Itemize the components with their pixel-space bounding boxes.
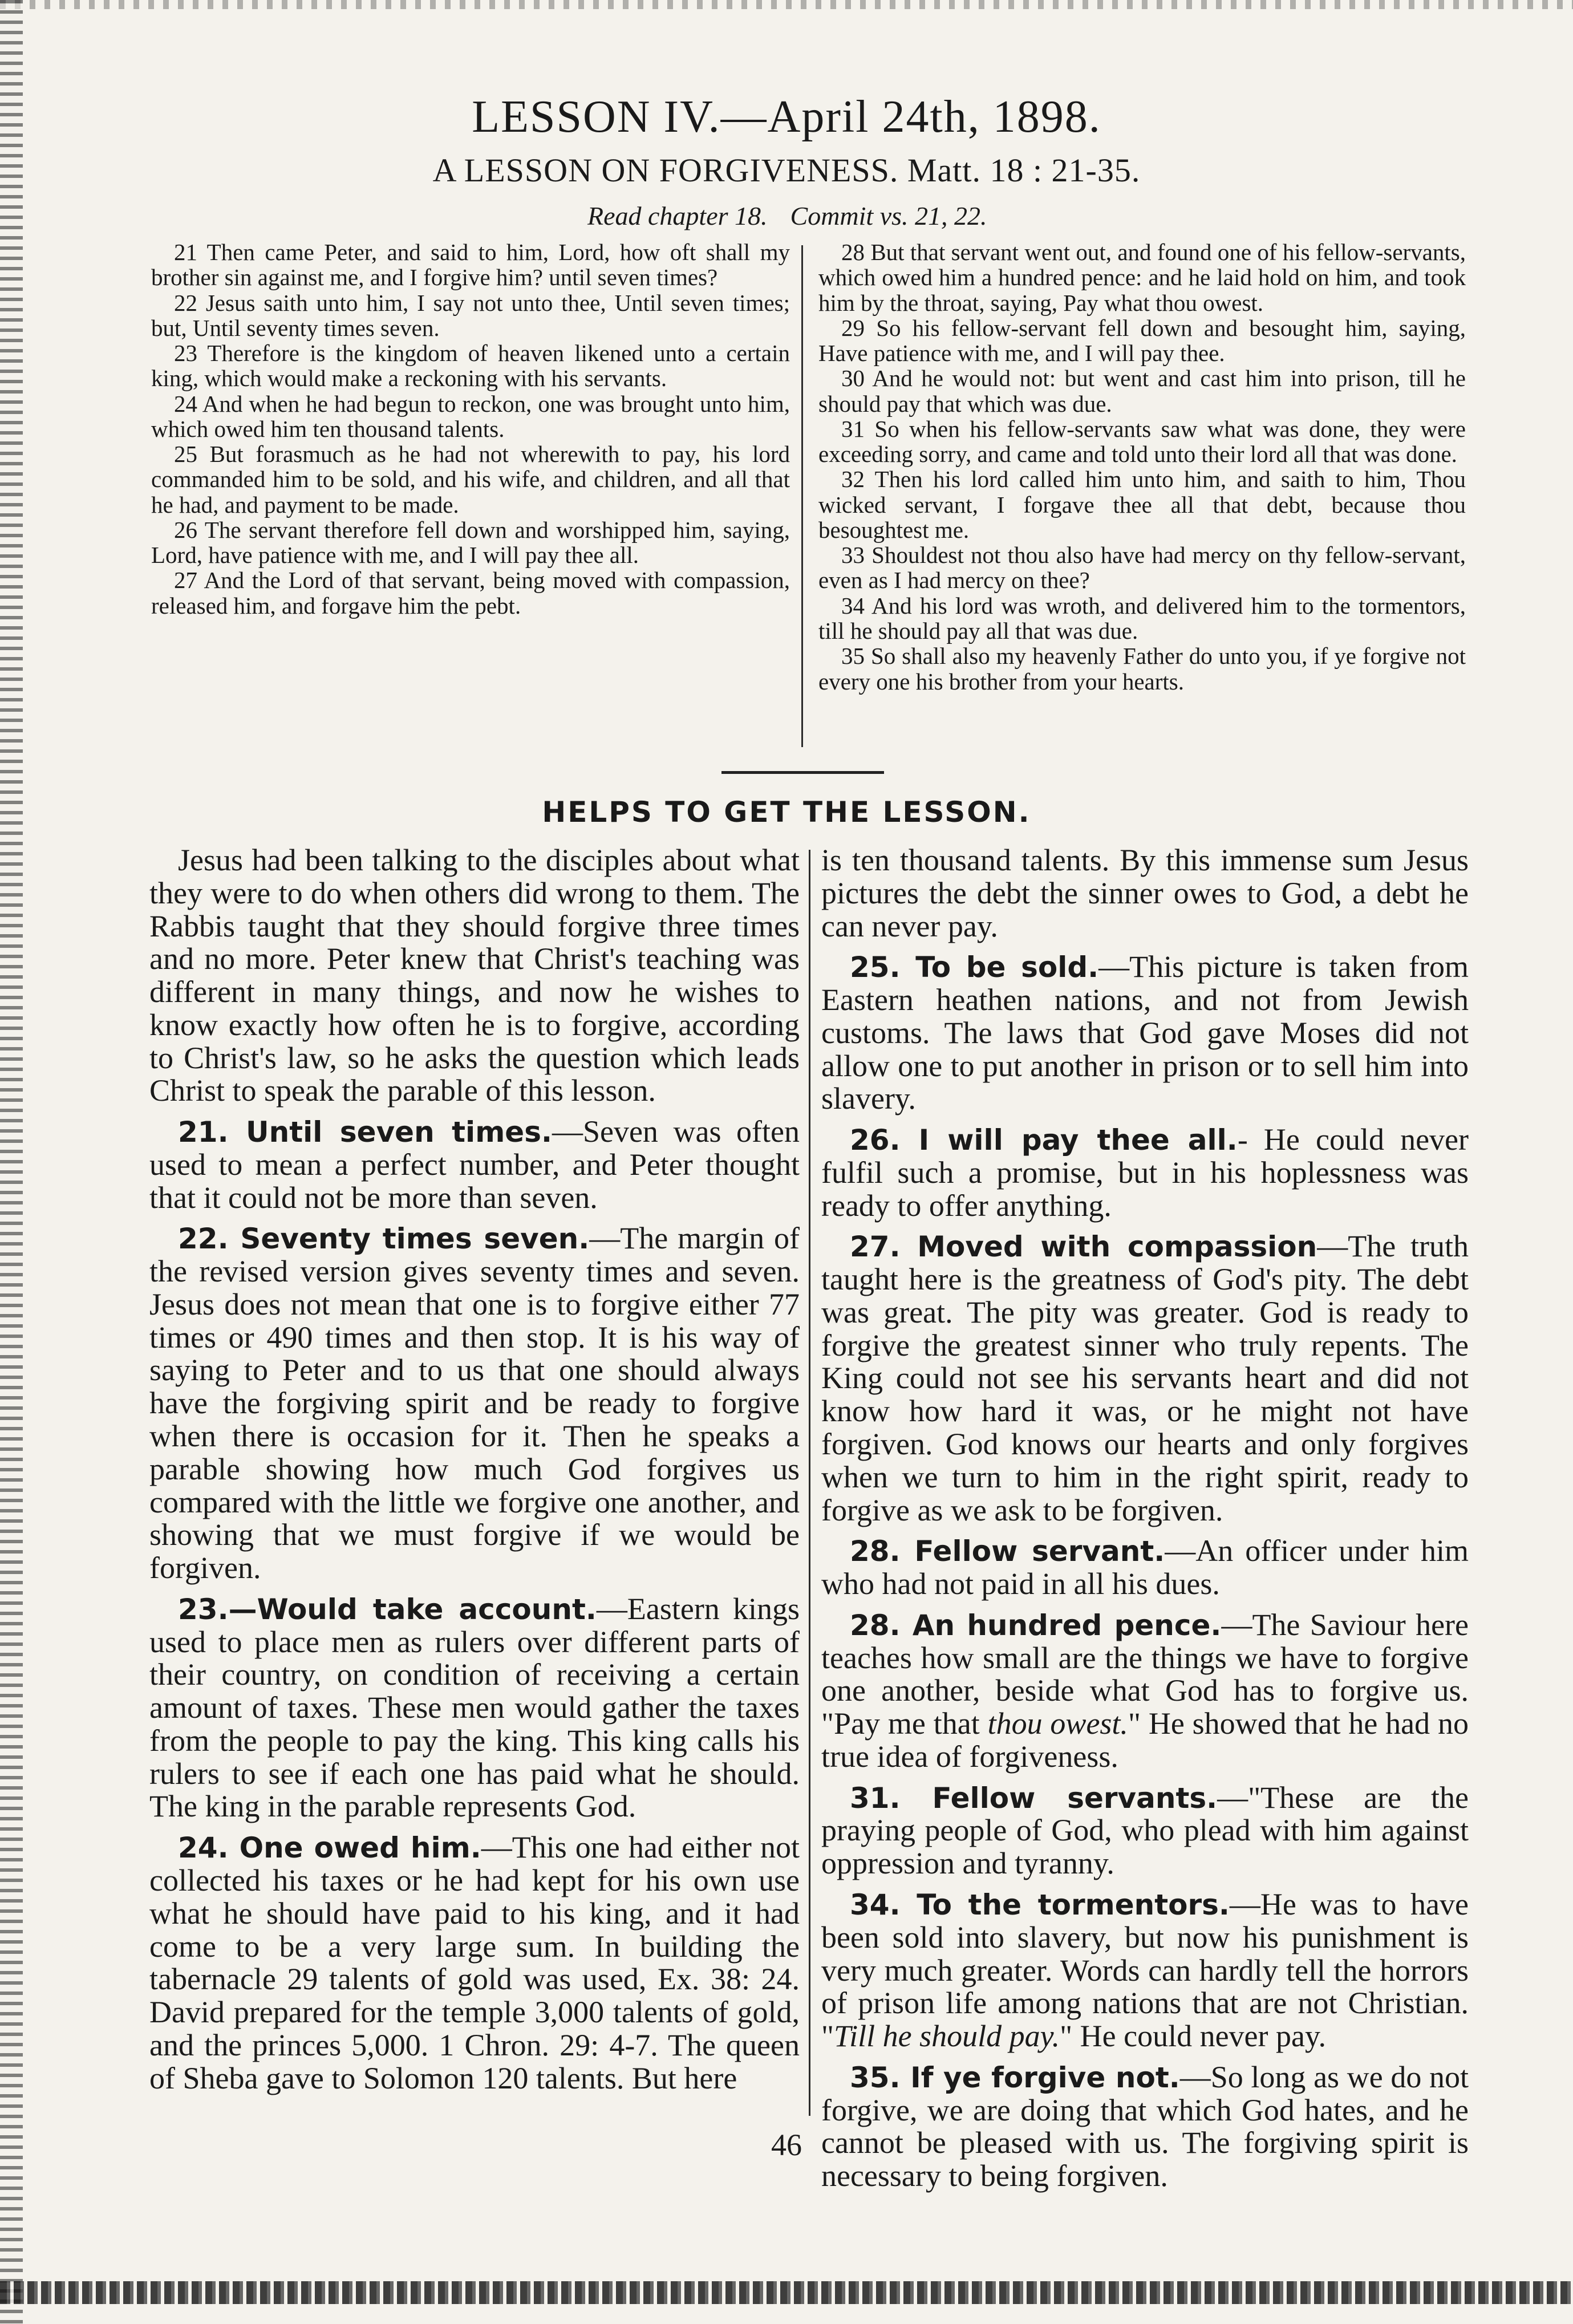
helps-column-divider [809, 850, 810, 2116]
note-31 [821, 1782, 1469, 1880]
scripture-column-left [151, 240, 790, 750]
note-34 [821, 1888, 1469, 2053]
helps-column-left [149, 844, 800, 2122]
note-text: —"These are the praying people of God, who plead with him against oppression and tyranny. [821, 1780, 1469, 1881]
verse: 32 Then his lord called him unto him, and saith to him, Thou wicked servant, I forgave thee all that debt, because thou besoughtest me. [818, 466, 1466, 543]
note-heading: 35. If ye forgive not. [850, 2061, 1180, 2094]
commit-verses: Commit vs. 21, 22. [790, 201, 987, 230]
verse: 21 Then came Peter, and said to him, Lord, how oft shall my brother sin against me, and I forgive him? until seven times? [151, 239, 790, 291]
note-heading: 34. To the tormentors. [850, 1888, 1230, 1921]
helps-heading: HELPS TO GET THE LESSON. [542, 796, 1031, 829]
section-rule [721, 771, 884, 774]
note-text: —The margin of the revised version gives seventy times and seven. Jesus does not mean that one is to forgive either 77 times or 490 times and then stop. It is his way of saying to Peter and to us that one should always have the forgiving spirit and be ready to forgive when there is occasion for it. Then he speaks a parable showing how much God forgives us compared with the little we forgive one another, and showing that we must forgive if we would be forgiven. [149, 1221, 800, 1585]
page-number: 46 [771, 2128, 802, 2162]
note-heading: 21. Until seven times. [178, 1116, 552, 1149]
verse: 27 And the Lord of that servant, being moved with compassion, released him, and forgave him the pebt. [151, 567, 790, 619]
note-text: " He could never pay. [1060, 2019, 1326, 2054]
note-text: —He was to have been sold into slavery, but now his punishment is very much greater. Words can hardly tell the horrors of prison life among nations that are not Christian. " [821, 1887, 1469, 2054]
scripture-column-divider [801, 245, 803, 747]
page-left-edge [0, 0, 23, 2324]
verse: 33 Shouldest not thou also have had mercy on thy fellow-servant, even as I had mercy on thee? [818, 542, 1466, 594]
note-text: - He could never fulfil such a promise, but in his hoplessness was ready to offer anything. [821, 1122, 1469, 1223]
verse: 30 And he would not: but went and cast him into prison, till he should pay that which was due. [818, 365, 1466, 417]
note-text: —The truth taught here is the greatness of God's pity. The debt was great. The pity was greater. God is ready to forgive the greatest sinner who truly repents. The King could not see his servants heart and did not know how hard it was, or he might not have forgiven. God knows our hearts and only forgives when we turn to him in the right spirit, ready to forgive as we ask to be forgiven. [821, 1229, 1469, 1527]
verse: 29 So his fellow-servant fell down and besought him, saying, Have patience with me, and I will pay thee. [818, 314, 1466, 367]
note-28-hundred-pence [821, 1609, 1469, 1774]
verse: 28 But that servant went out, and found one of his fellow-servants, which owed him a hundred pence: and he laid hold on him, and took him by the throat, saying, Pay what thou owest. [818, 239, 1466, 316]
verse: 25 But forasmuch as he had not wherewith to pay, his lord commanded him to be sold, and his wife, and children, and all that he had, and payment to be made. [151, 441, 790, 518]
note-heading: 24. One owed him. [178, 1831, 481, 1865]
verse: 34 And his lord was wroth, and delivered him to the tormentors, till he should pay all that was due. [818, 592, 1466, 644]
note-heading: 26. I will pay thee all. [850, 1124, 1238, 1157]
lesson-subtitle: A LESSON ON FORGIVENESS. Matt. 18 : 21-35. [432, 152, 1141, 189]
page-bottom-edge [0, 2281, 1573, 2304]
note-heading: 28. Fellow servant. [850, 1535, 1165, 1568]
note-22 [149, 1222, 800, 1584]
note-heading: 28. An hundred pence. [850, 1608, 1222, 1642]
note-text: —Eastern kings used to place men as rulers over different parts of their country, on condition of receiving a certain amount of taxes. These men would gather the taxes from the people to pay the king. This king calls his rulers to see if each one has paid what he should. The king in the parable represents God. [149, 1591, 800, 1824]
note-heading: 25. To be sold. [850, 951, 1099, 984]
note-25 [821, 951, 1469, 1116]
lesson-title: LESSON IV.—April 24th, 1898. [472, 92, 1101, 142]
verse: 23 Therefore is the kingdom of heaven likened unto a certain king, which would make a reckoning with his servants. [151, 340, 790, 392]
verse: 31 So when his fellow-servants saw what was done, they were exceeding sorry, and came and told unto their lord all that was done. [818, 415, 1466, 468]
note-24-continued: is ten thousand talents. By this immense sum Jesus pictures the debt the sinner owes to God, a debt he can never pay. [821, 843, 1469, 943]
read-chapter: Read chapter 18. [587, 201, 768, 230]
note-heading: 23.—Would take account. [178, 1592, 597, 1626]
note-text: —The Saviour here teaches how small are the things we have to forgive one another, beside what God has to forgive us. "Pay me that [821, 1607, 1469, 1741]
note-quote: thou owest. [987, 1706, 1128, 1741]
note-21 [149, 1116, 800, 1214]
helps-column-right [821, 843, 1469, 2193]
reading-assignment [587, 201, 1158, 231]
note-text: —This picture is taken from Eastern heathen nations, and not from Jewish customs. The laws that God gave Moses did not allow one to put another in prison or to sell him into slavery. [821, 950, 1469, 1116]
note-23 [149, 1593, 800, 1823]
intro-paragraph: Jesus had been talking to the disciples about what they were to do when others did wrong to them. The Rabbis taught that they should forgive three times and no more. Peter knew that Christ's teaching was different in many things, and now he wishes to know exactly how often he is to forgive, according to Christ's law, so he asks the question which leads Christ to speak the parable of this lesson. [149, 843, 800, 1108]
note-text: —Seven was often used to mean a perfect number, and Peter thought that it could not be more than seven. [149, 1114, 800, 1215]
note-heading: 27. Moved with compassion [850, 1230, 1317, 1264]
verse: 26 The servant therefore fell down and worshipped him, saying, Lord, have patience with me, and I will pay thee all. [151, 516, 790, 569]
note-27 [821, 1230, 1469, 1527]
page-top-edge [0, 0, 1573, 9]
scripture-column-right [818, 240, 1466, 750]
note-26 [821, 1124, 1469, 1222]
note-text: —So long as we do not forgive, we are doing that which God hates, and he cannot be pleased with us. The forgiving spirit is necessary to being forgiven. [821, 2059, 1469, 2193]
note-text: —An officer under him who had not paid in all his dues. [821, 1534, 1469, 1601]
verse: 22 Jesus saith unto him, I say not unto thee, Until seven times; but, Until seventy times seven. [151, 289, 790, 341]
note-heading: 22. Seventy times seven. [178, 1222, 590, 1256]
note-quote: Till he should pay. [834, 2019, 1060, 2054]
verse: 35 So shall also my heavenly Father do unto you, if ye forgive not every one his brother from your hearts. [818, 643, 1466, 695]
note-24 [149, 1831, 800, 2095]
verse: 24 And when he had begun to reckon, one was brought unto him, which owed him ten thousand talents. [151, 390, 790, 442]
note-text: " He showed that he had no true idea of forgiveness. [821, 1706, 1469, 1774]
note-heading: 31. Fellow servants. [850, 1781, 1218, 1815]
note-28-fellow-servant [821, 1535, 1469, 1601]
note-text: —This one had either not collected his taxes or he had kept for his own use what he should have paid to his king, and it had come to be a very large sum. In building the tabernacle 29 talents of gold was used, Ex. 38: 24. David prepared for the temple 3,000 talents of gold, and the princes 5,000. 1 Chron. 29: 4-7. The queen of Sheba gave to Solomon 120 talents. But here [149, 1830, 800, 2095]
